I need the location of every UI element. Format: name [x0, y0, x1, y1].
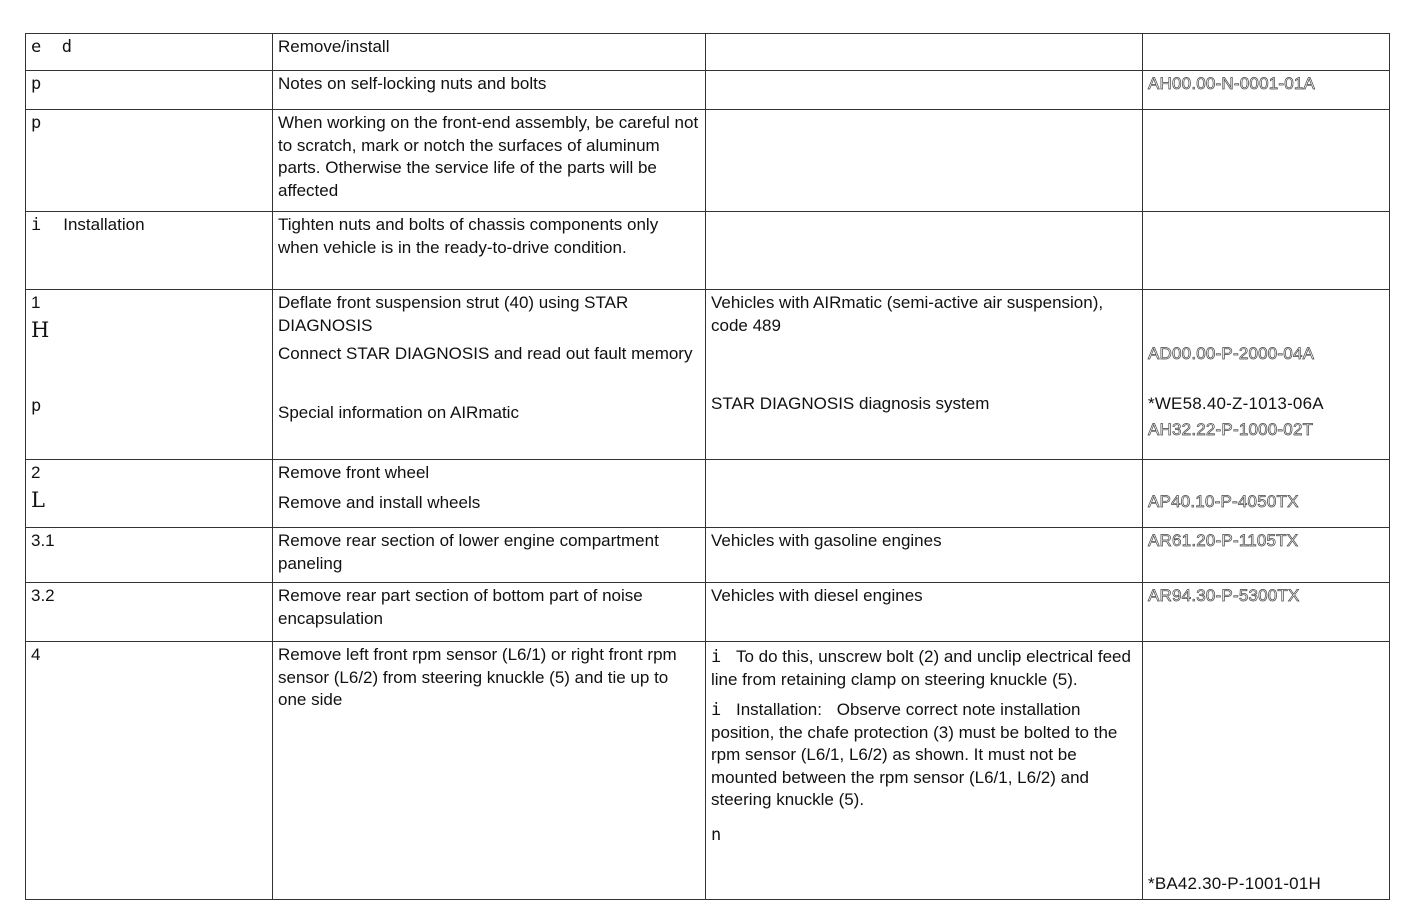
table-row [26, 583, 1390, 642]
step-cell [26, 71, 273, 110]
reference-cell[interactable] [1143, 71, 1390, 110]
tool-text: STAR DIAGNOSIS diagnosis system [711, 394, 990, 413]
reference-cell [1143, 460, 1390, 528]
condition-text: Vehicles with gasoline engines [711, 531, 942, 550]
action-text: Remove/install [278, 37, 390, 56]
reference-link[interactable]: AP40.10-P-4050TX [1148, 492, 1299, 511]
sub-action-text: Connect STAR DIAGNOSIS and read out fault memory [278, 344, 693, 363]
condition-cell [706, 583, 1143, 642]
table-row [26, 110, 1390, 212]
action-text: Deflate front suspension strut (40) using STAR DIAGNOSIS [278, 293, 629, 335]
action-cell [273, 642, 706, 900]
table-row [26, 528, 1390, 583]
action-text: Remove front wheel [278, 463, 430, 482]
table-row [26, 290, 1390, 460]
note-icon: n [711, 824, 722, 845]
note-block [711, 646, 1137, 691]
condition-cell [706, 460, 1143, 528]
condition-text: Vehicles with AIRmatic (semi-active air suspension), code 489 [711, 293, 1104, 335]
action-text: Tighten nuts and bolts of chassis components only when vehicle is in the ready-to-drive condition. [278, 215, 659, 257]
action-text: Notes on self-locking nuts and bolts [278, 74, 547, 93]
step-note: Installation [63, 215, 145, 234]
action-text: When working on the front-end assembly, be careful not to scratch, mark or notch the surfaces of aluminum parts. Otherwise the service life of the parts will be affected [278, 113, 699, 200]
condition-cell [706, 34, 1143, 71]
condition-text: Vehicles with diesel engines [711, 586, 923, 605]
action-cell [273, 34, 706, 71]
step-cell [26, 290, 273, 460]
step-cell [26, 583, 273, 642]
tool-reference-link[interactable]: *WE58.40-Z-1013-06A [1148, 393, 1324, 413]
reference-cell[interactable] [1143, 528, 1390, 583]
sub-action-text: Remove and install wheels [278, 492, 481, 512]
action-text: Remove left front rpm sensor (L6/1) or right front rpm sensor (L6/2) from steering knuckle (5) and tie up to one side [278, 645, 677, 709]
action-cell [273, 583, 706, 642]
step-number: 1 [31, 293, 41, 312]
action-cell [273, 110, 706, 212]
condition-cell [706, 528, 1143, 583]
step-number: 3.1 [31, 531, 55, 550]
action-cell [273, 460, 706, 528]
step-symbol: e d [31, 37, 72, 57]
table-row [26, 642, 1390, 900]
info-icon: i [711, 700, 722, 720]
diagnosis-icon: H [31, 317, 50, 342]
note-text: To do this, unscrew bolt (2) and unclip electrical feed line from retaining clamp on steering knuckle (5). [711, 647, 1131, 689]
procedure-table [25, 33, 1390, 900]
reference-link[interactable]: AR94.30-P-5300TX [1148, 586, 1300, 605]
info-icon: i [711, 647, 722, 667]
note-text: Observe correct note installation position, the chafe protection (3) must be bolted to the rpm sensor (L6/1, L6/2) as shown. It must not be mounted between the rpm sensor (L6/1, L6/2) and steering knuckle (5). [711, 700, 1118, 809]
reference-link[interactable]: AR61.20-P-1105TX [1148, 531, 1299, 550]
note-block [711, 699, 1137, 812]
step-cell [26, 528, 273, 583]
condition-cell [706, 71, 1143, 110]
info-icon: i [31, 215, 42, 235]
step-cell [26, 34, 273, 71]
reference-cell [1143, 212, 1390, 290]
action-text: Remove rear part section of bottom part of noise encapsulation [278, 586, 643, 628]
table-row [26, 212, 1390, 290]
reference-cell [1143, 34, 1390, 71]
action-text: Remove rear section of lower engine compartment paneling [278, 531, 659, 573]
reference-link[interactable]: AH00.00-N-0001-01A [1148, 74, 1316, 93]
step-cell [26, 110, 273, 212]
note-icon: p [31, 113, 42, 133]
table-row [26, 460, 1390, 528]
step-number: 3.2 [31, 586, 55, 605]
step-cell [26, 212, 273, 290]
reference-cell[interactable] [1143, 583, 1390, 642]
note-icon: p [31, 74, 42, 94]
step-number: 4 [31, 645, 41, 664]
action-cell [273, 212, 706, 290]
note-icon: p [31, 396, 42, 416]
reference-cell [1143, 290, 1390, 460]
sub-action-text: Special information on AIRmatic [278, 402, 519, 422]
reference-link[interactable]: AH32.22-P-1000-02T [1148, 420, 1314, 439]
reference-cell [1143, 642, 1390, 900]
action-cell [273, 528, 706, 583]
note-label: Installation: [735, 700, 822, 719]
action-cell [273, 71, 706, 110]
wheel-icon: L [31, 487, 45, 512]
condition-cell [706, 642, 1143, 900]
reference-cell [1143, 110, 1390, 212]
step-cell [26, 460, 273, 528]
condition-cell [706, 212, 1143, 290]
condition-cell [706, 110, 1143, 212]
action-cell [273, 290, 706, 460]
step-cell [26, 642, 273, 900]
reference-link[interactable]: *BA42.30-P-1001-01H [1148, 873, 1321, 893]
reference-link[interactable]: AD00.00-P-2000-04A [1148, 344, 1315, 363]
condition-cell [706, 290, 1143, 460]
table-row [26, 71, 1390, 110]
table-row [26, 34, 1390, 71]
step-number: 2 [31, 463, 41, 482]
